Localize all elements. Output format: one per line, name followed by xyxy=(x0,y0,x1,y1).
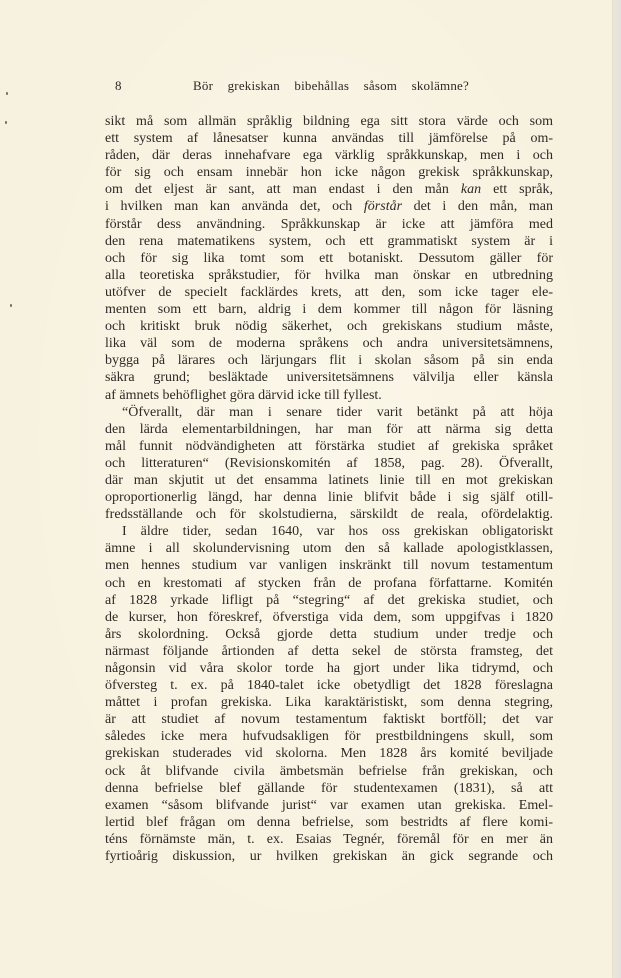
text-line: för sig och ensam innebär hon icke någon grekisk språkkunskap, xyxy=(105,165,553,181)
text-line: sikt må som allmän språklig bildning ega sitt stora värde och som xyxy=(105,114,553,129)
text-line: mål funnit nödvändigheten att förstärka studiet af grekiska språket xyxy=(105,438,553,454)
text-line: menten som ett barn, aldrig i dem kommer till någon för läsning xyxy=(105,302,553,318)
text-line: af 1828 yrkade lifligt på “stegring“ af det grekiska studiet, och xyxy=(105,592,553,608)
text-line: den lärda elementarbildningen, har man för att närma sig detta xyxy=(105,421,553,437)
text-line: närmast följande årtionden af detta sekel de största framsteg, det xyxy=(105,643,553,659)
text-line: någonsin vid våra skolor torde ha gjort under lika tidrymd, och xyxy=(105,661,553,676)
text-line: förstår dess användning. Språkkunskap är icke att jämföra med xyxy=(105,216,553,232)
text-line: öfversteg t. ex. på 1840-talet icke obetydligt det 1828 föreslagna xyxy=(105,678,553,694)
text-line: måttet i profan grekiska. Lika karaktäristiskt, som denna stegring, xyxy=(105,695,553,711)
paragraph xyxy=(105,404,553,524)
text-line: ämne i all skolundervisning utom den så kallade apologistklassen, xyxy=(105,541,553,557)
page-number: 8 xyxy=(115,78,122,93)
text-line: utöfver de specielt facklärdes krets, att den, som icke tager ele- xyxy=(105,284,553,300)
text-line: bygga på lärares och lärjungars flit i skolan såsom på sin enda xyxy=(105,353,553,369)
text-line: och en krestomati af stycken från de profana författarne. Komitén xyxy=(105,575,553,591)
text-line: téns förnämste män, t. ex. Esaias Tegnér, föremål för en mer än xyxy=(105,831,553,847)
running-title: Bör grekiskan bibehållas såsom skolämne? xyxy=(193,78,469,93)
text-segment: i hvilken man kan använda det, och xyxy=(105,199,364,215)
running-header xyxy=(0,77,621,94)
text-line: oproportionerlig längd, har denna linie blifvit både i sig själf otill- xyxy=(105,490,553,506)
text-line: där man skjutit ut det ensamma latinets linie till en mot grekiskan xyxy=(105,472,553,488)
text-line xyxy=(105,198,553,215)
body-text xyxy=(105,113,553,865)
text-line: och litteraturen“ (Revisionskomitén af 1858, pag. 28). Öfverallt, xyxy=(105,455,553,471)
text-line: således icke mera hufvudsakligen för prestbildningens skull, som xyxy=(105,729,553,745)
paragraph xyxy=(105,113,553,404)
scan-edge xyxy=(612,0,621,978)
text-segment: om det eljest är sant, att man endast i den mån xyxy=(105,182,461,198)
text-line: denna befrielse blef gällande för studentexamen (1831), så att xyxy=(105,780,553,796)
text-line xyxy=(105,181,553,198)
text-line: råden, där deras innehafvare ega värklig språkkunskap, men i och xyxy=(105,148,553,164)
text-segment: ett språk, xyxy=(481,182,553,198)
text-line: fredsställande och för skolstudierna, särskildt de reala, ofördelaktig. xyxy=(105,507,553,523)
paragraph xyxy=(105,523,553,865)
text-line: ett system af lånesatser kunna användas till jämförelse på om- xyxy=(105,131,553,147)
text-line: examen “såsom blifvande jurist“ var examen utan grekiska. Emel- xyxy=(105,797,553,813)
italic-word: förstår xyxy=(363,199,403,215)
text-line: säkra grund; besläktade universitetsämnens välvilja eller känsla xyxy=(105,370,553,386)
text-segment: det i den mån, man xyxy=(402,199,553,215)
text-line: de kurser, hon föreskref, öfverstiga vida dem, som uppgifvas i 1820 xyxy=(105,609,553,625)
text-line: lika väl som de moderna språkens och andra universitetsämnens, xyxy=(105,336,553,352)
text-line: “Öfverallt, där man i senare tider varit betänkt på att höja xyxy=(122,404,553,420)
text-line: års skolordning. Också gjorde detta studium under tredje och xyxy=(105,626,553,642)
text-line: grekiskan studerades vid skolorna. Men 1828 års komité beviljade xyxy=(105,746,553,762)
text-line: den rena matematikens system, och ett grammatiskt system är i xyxy=(105,233,553,249)
text-line: och för sig lika tomt som ett botaniskt. Dessutom gäller för xyxy=(105,250,553,266)
italic-word: kan xyxy=(460,182,482,198)
text-line: och kritiskt bruk nödig säkerhet, och grekiskans studium måste, xyxy=(105,319,553,335)
text-line: af ämnets behöflighet göra därvid icke till fyllest. xyxy=(105,387,382,403)
text-line: I äldre tider, sedan 1640, var hos oss grekiskan obligatoriskt xyxy=(122,524,553,540)
text-line: alla teoretiska språkstudier, för hvilka man önskar en utbredning xyxy=(105,267,553,283)
text-line: men hennes studium var vanligen inskränkt till novum testamentum xyxy=(105,558,553,574)
text-line: fyrtioårig diskussion, ur hvilken grekiskan än gick segrande och xyxy=(105,849,553,865)
text-line: är att studiet af novum testamentum faktiskt bortföll; det var xyxy=(105,712,553,728)
text-line: ock åt blifvande civila ämbetsmän befrielse från grekiskan, och xyxy=(105,763,553,779)
scan-speck xyxy=(5,121,7,124)
scan-speck xyxy=(10,304,12,307)
text-line: lertid blef frågan om denna befrielse, som bestridts af flere komi- xyxy=(105,814,553,830)
